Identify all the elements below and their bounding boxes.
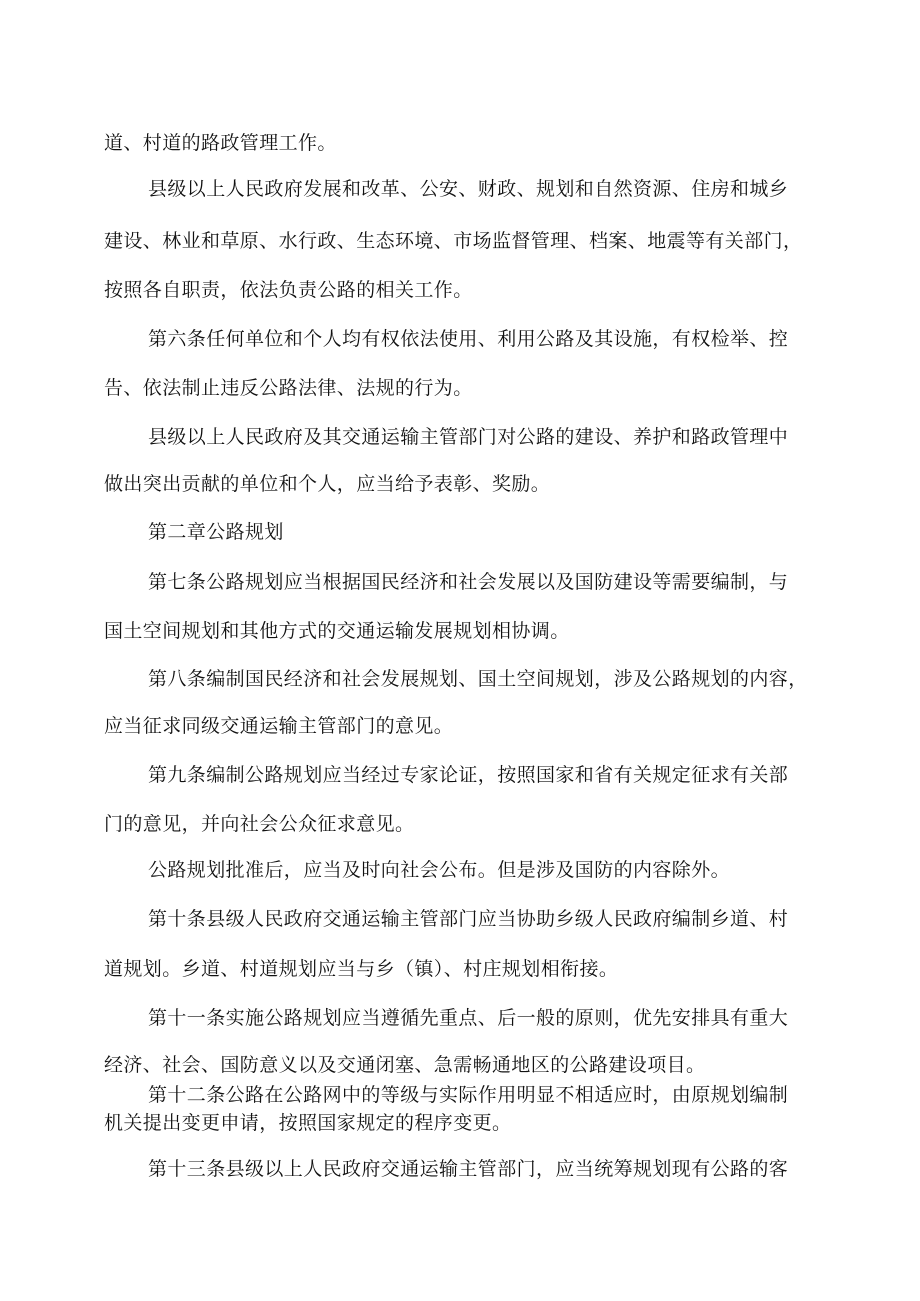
text-line: 机关提出变更申请，按照国家规定的程序变更。 bbox=[104, 1112, 512, 1134]
text-line: 第六条任何单位和个人均有权依法使用、利用公路及其设施，有权检举、控 bbox=[148, 328, 789, 350]
text-line: 道规划。乡道、村道规划应当与乡（镇）、村庄规划相衔接。 bbox=[104, 958, 619, 980]
text-line: 应当征求同级交通运输主管部门的意见。 bbox=[104, 715, 454, 737]
text-line: 门的意见，并向社会公众征求意见。 bbox=[104, 813, 415, 835]
text-line: 第七条公路规划应当根据国民经济和社会发展以及国防建设等需要编制，与 bbox=[148, 571, 789, 593]
text-line: 建设、林业和草原、水行政、生态环境、市场监督管理、档案、地震等有关部门， bbox=[104, 230, 803, 252]
text-line: 按照各自职责，依法负责公路的相关工作。 bbox=[104, 279, 473, 301]
text-line: 县级以上人民政府发展和改革、公安、财政、规划和自然资源、住房和城乡 bbox=[148, 178, 789, 200]
text-line: 第十三条县级以上人民政府交通运输主管部门，应当统筹规划现有公路的客 bbox=[148, 1158, 789, 1180]
text-line: 第八条编制国民经济和社会发展规划、国土空间规划，涉及公路规划的内容， bbox=[148, 668, 808, 690]
text-line: 第十二条公路在公路网中的等级与实际作用明显不相适应时，由原规划编制 bbox=[148, 1084, 789, 1106]
chapter-heading: 第二章公路规划 bbox=[148, 521, 284, 543]
text-line: 告、依法制止违反公路法律、法规的行为。 bbox=[104, 377, 473, 399]
text-line: 第十一条实施公路规划应当遵循先重点、后一般的原则，优先安排具有重大 bbox=[148, 1007, 789, 1029]
text-line: 第十条县级人民政府交通运输主管部门应当协助乡级人民政府编制乡道、村 bbox=[148, 908, 789, 930]
text-line: 经济、社会、国防意义以及交通闭塞、急需畅通地区的公路建设项目。 bbox=[104, 1054, 706, 1076]
text-line: 第九条编制公路规划应当经过专家论证，按照国家和省有关规定征求有关部 bbox=[148, 764, 789, 786]
text-line: 道、村道的路政管理工作。 bbox=[104, 132, 337, 154]
text-line: 公路规划批准后，应当及时向社会公布。但是涉及国防的内容除外。 bbox=[148, 859, 731, 881]
text-line: 国土空间规划和其他方式的交通运输发展规划相协调。 bbox=[104, 620, 570, 642]
text-line: 做出突出贡献的单位和个人，应当给予表彰、奖励。 bbox=[104, 473, 551, 495]
text-line: 县级以上人民政府及其交通运输主管部门对公路的建设、养护和路政管理中 bbox=[148, 426, 789, 448]
